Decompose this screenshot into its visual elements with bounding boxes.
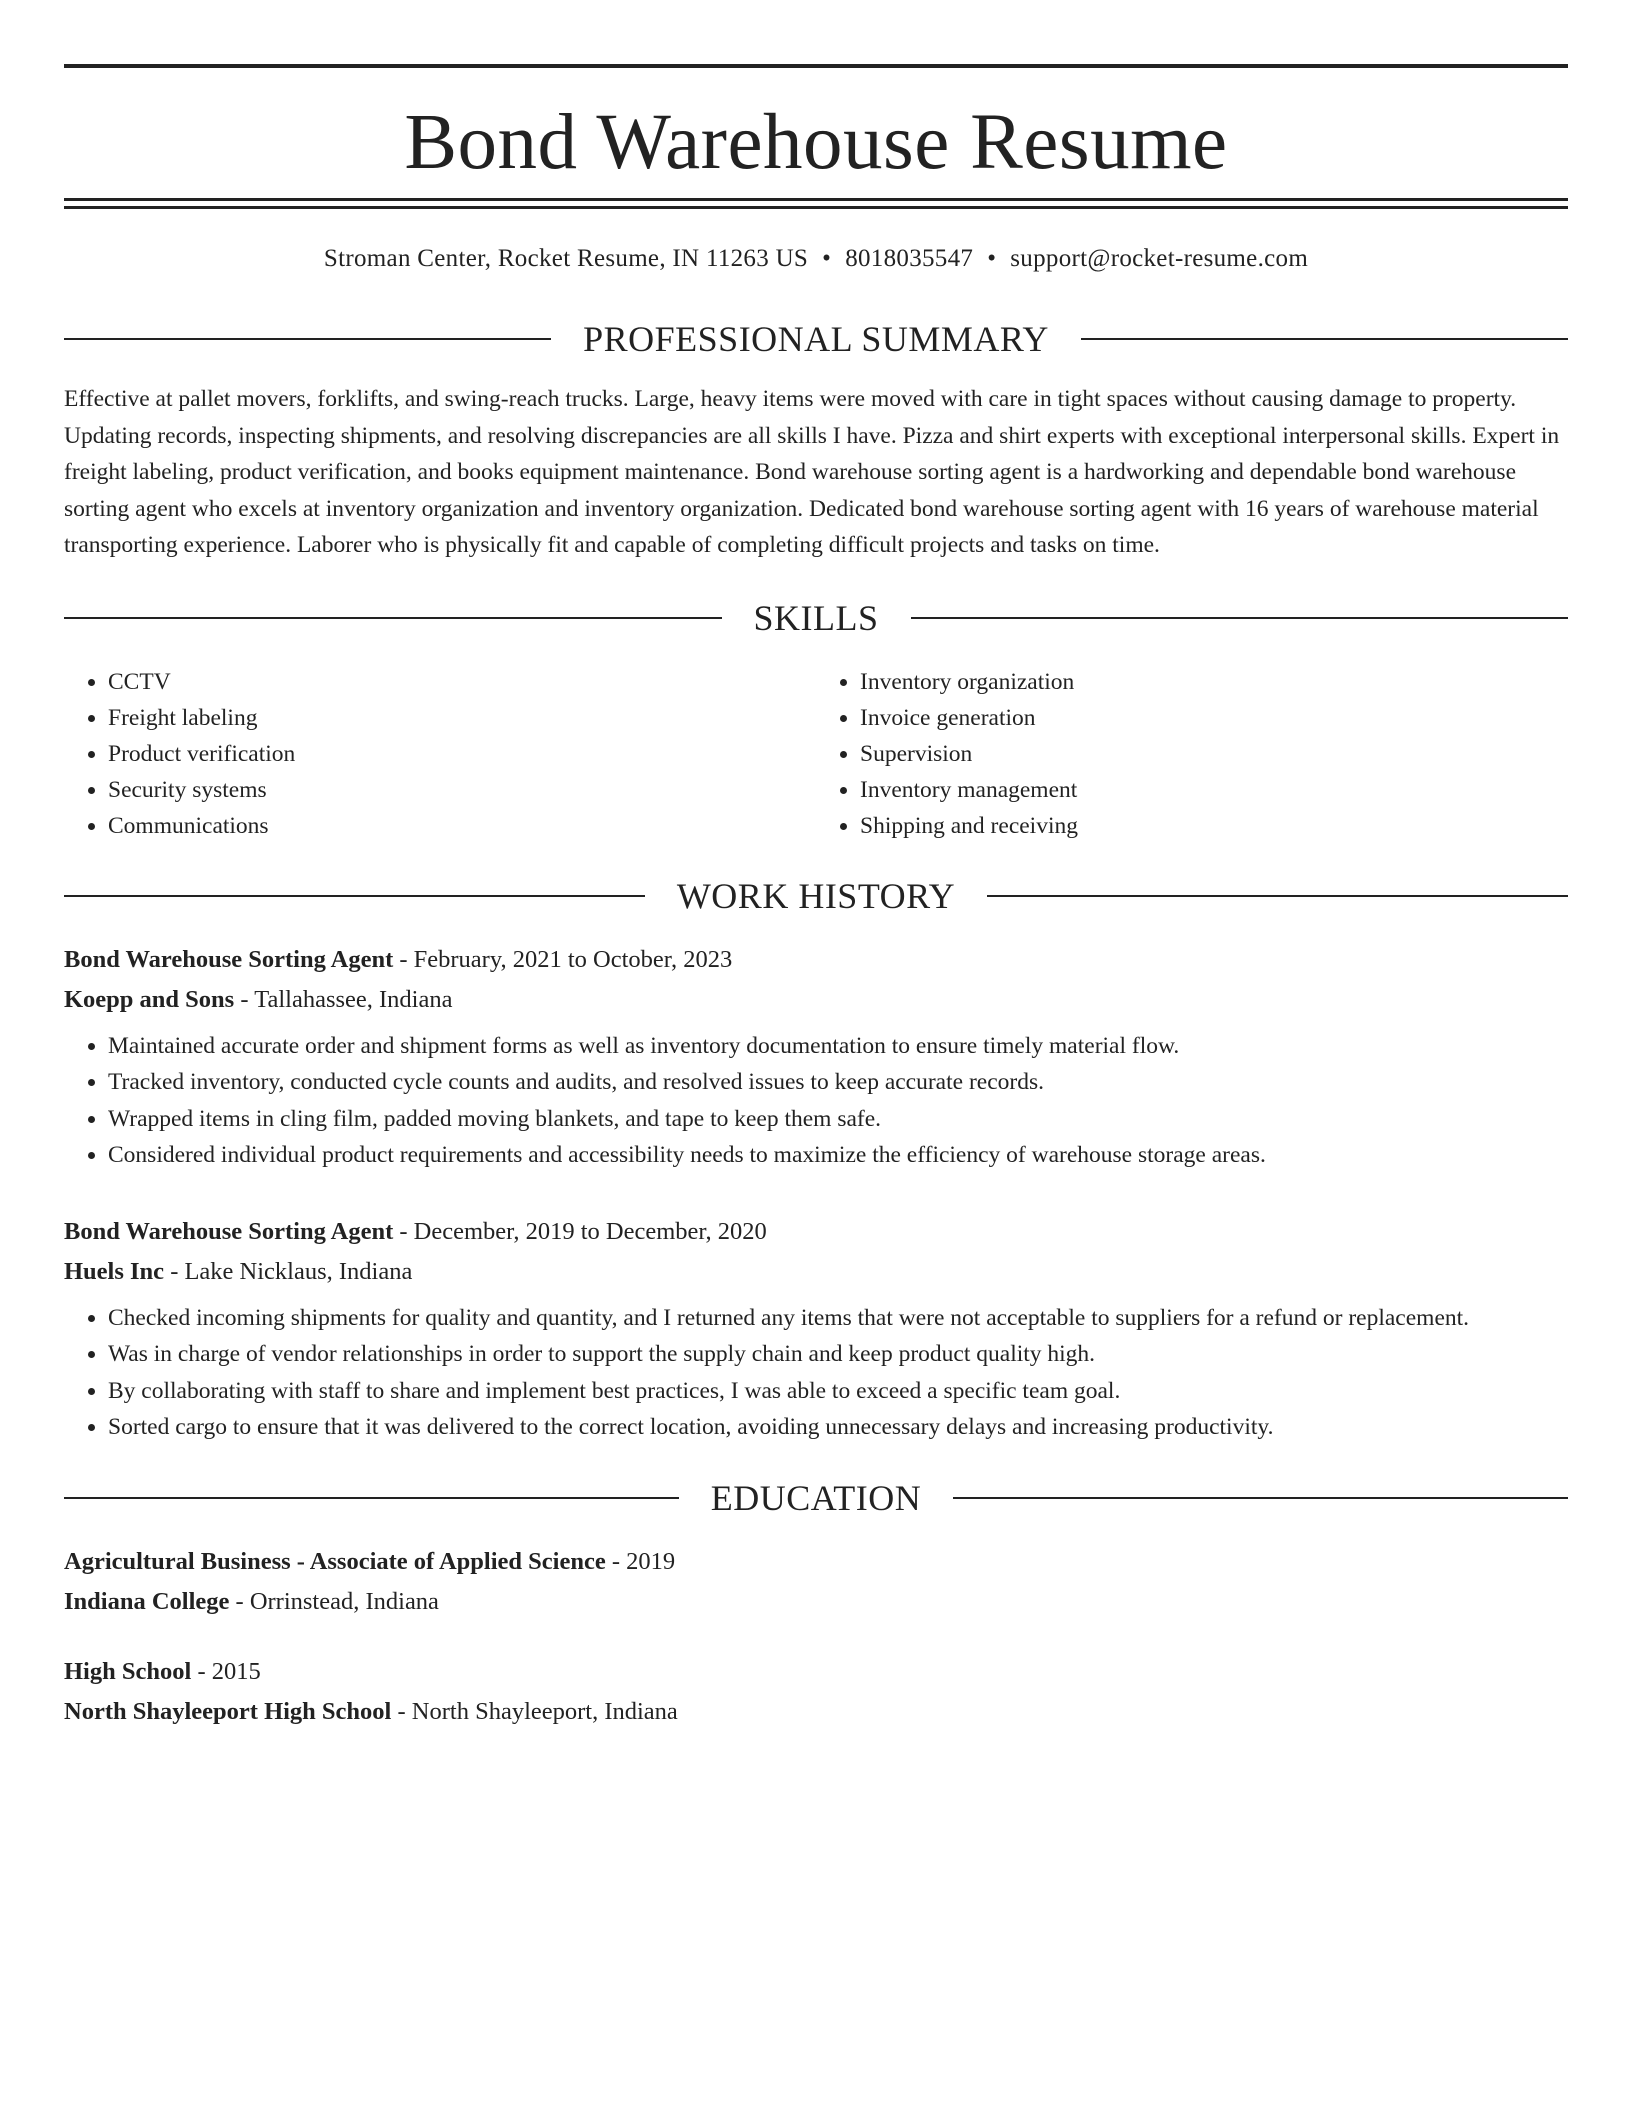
job-bullet: • By collaborating with staff to share and implement best practices, I was able to exceed a specific team goal. [108, 1373, 1568, 1410]
job-location: - Tallahassee, Indiana [234, 985, 453, 1013]
education-school-line [64, 1692, 1568, 1732]
heading-rule-right [987, 895, 1568, 897]
heading-rule-right [1081, 338, 1568, 340]
skills-heading-label: SKILLS [753, 597, 879, 638]
skill-item: • CCTV [108, 664, 816, 700]
work-entry [64, 940, 1568, 1174]
education-section-heading [64, 1478, 1568, 1518]
education-entry [64, 1652, 1568, 1732]
skills-section-heading [64, 598, 1568, 638]
contact-address: Stroman Center, Rocket Resume, IN 11263 US [323, 245, 809, 272]
resume-page [64, 64, 1568, 1732]
skills-column-left [64, 664, 816, 844]
education-location: - Orrinstead, Indiana [229, 1587, 439, 1615]
contact-line [64, 243, 1568, 275]
work-heading-label: WORK HISTORY [676, 875, 956, 916]
job-bullet: • Tracked inventory, conducted cycle counts and audits, and resolved issues to keep accurate records. [108, 1064, 1568, 1101]
skill-item: • Shipping and receiving [860, 808, 1568, 844]
skill-item: • Invoice generation [860, 700, 1568, 736]
education-heading-label: EDUCATION [710, 1477, 922, 1518]
job-bullets [64, 1300, 1568, 1446]
education-school: North Shayleeport High School [64, 1697, 392, 1725]
skills-column-right [816, 664, 1568, 844]
work-entry [64, 1212, 1568, 1446]
summary-paragraph: Effective at pallet movers, forklifts, and swing-reach trucks. Large, heavy items were moved with care in tight spaces without causing damage to property. Updating records, inspecting shipments, and resolving discrepancies are all skills I have. Pizza and shirt experts with exceptional interpersonal skills. Expert in freight labeling, product verification, and books equipment maintenance. Bond warehouse sorting agent is a hardworking and dependable bond warehouse sorting agent who excels at inventory organization and inventory organization. Dedicated bond warehouse sorting agent with 16 years of warehouse material transporting experience. Laborer who is physically fit and capable of completing difficult projects and tasks on time. [64, 386, 1560, 558]
job-bullet: • Was in charge of vendor relationships in order to support the supply chain and keep product quality high. [108, 1336, 1568, 1373]
resume-title: Bond Warehouse Resume [404, 99, 1228, 186]
heading-rule-left [64, 338, 551, 340]
education-degree: High School [64, 1657, 192, 1685]
heading-rule-left [64, 617, 722, 619]
education-year: - 2015 [191, 1657, 261, 1685]
education-school: Indiana College [64, 1587, 230, 1615]
job-bullets [64, 1028, 1568, 1174]
contact-email: support@rocket-resume.com [1010, 245, 1309, 272]
skill-item: • Communications [108, 808, 816, 844]
job-company-line [64, 1252, 1568, 1292]
job-bullet: • Considered individual product requirements and accessibility needs to maximize the efficiency of warehouse storage areas. [108, 1137, 1568, 1174]
contact-separator: • [822, 245, 832, 272]
education-entry [64, 1542, 1568, 1622]
education-degree-line [64, 1652, 1568, 1692]
job-company-line [64, 980, 1568, 1020]
education-degree: Agricultural Business - Associate of Applied Science [64, 1547, 606, 1575]
job-company: Koepp and Sons [64, 985, 235, 1013]
job-title: Bond Warehouse Sorting Agent [64, 1217, 394, 1245]
job-company: Huels Inc [64, 1257, 165, 1285]
skill-item: • Freight labeling [108, 700, 816, 736]
summary-section-heading [64, 319, 1568, 359]
education-location: - North Shayleeport, Indiana [391, 1697, 678, 1725]
heading-rule-left [64, 895, 645, 897]
job-bullet: • Maintained accurate order and shipment forms as well as inventory documentation to ensure timely material flow. [108, 1028, 1568, 1065]
job-location: - Lake Nicklaus, Indiana [164, 1257, 413, 1285]
heading-rule-left [64, 1497, 679, 1499]
skill-item: • Supervision [860, 736, 1568, 772]
job-bullet: • Checked incoming shipments for quality and quantity, and I returned any items that were not acceptable to suppliers for a refund or replacement. [108, 1300, 1568, 1337]
heading-rule-right [953, 1497, 1568, 1499]
skill-item: • Security systems [108, 772, 816, 808]
skill-item: • Inventory management [860, 772, 1568, 808]
education-degree-line [64, 1542, 1568, 1582]
education-year: - 2019 [605, 1547, 676, 1575]
work-section-heading [64, 876, 1568, 916]
job-bullet: • Sorted cargo to ensure that it was delivered to the correct location, avoiding unnecessary delays and increasing productivity. [108, 1409, 1568, 1446]
job-title: Bond Warehouse Sorting Agent [64, 945, 394, 973]
title-double-rule [64, 198, 1568, 209]
skill-item: • Product verification [108, 736, 816, 772]
contact-separator: • [987, 245, 997, 272]
education-school-line [64, 1582, 1568, 1622]
job-title-line [64, 1212, 1568, 1252]
skills-list [64, 664, 1568, 844]
job-dates: - February, 2021 to October, 2023 [393, 945, 733, 973]
summary-heading-label: PROFESSIONAL SUMMARY [583, 319, 1049, 359]
top-rule [64, 64, 1568, 68]
contact-phone: 8018035547 [845, 245, 974, 272]
job-dates: - December, 2019 to December, 2020 [393, 1217, 767, 1245]
job-bullet: • Wrapped items in cling film, padded moving blankets, and tape to keep them safe. [108, 1101, 1568, 1138]
heading-rule-right [911, 617, 1569, 619]
skill-item: • Inventory organization [860, 664, 1568, 700]
job-title-line [64, 940, 1568, 980]
